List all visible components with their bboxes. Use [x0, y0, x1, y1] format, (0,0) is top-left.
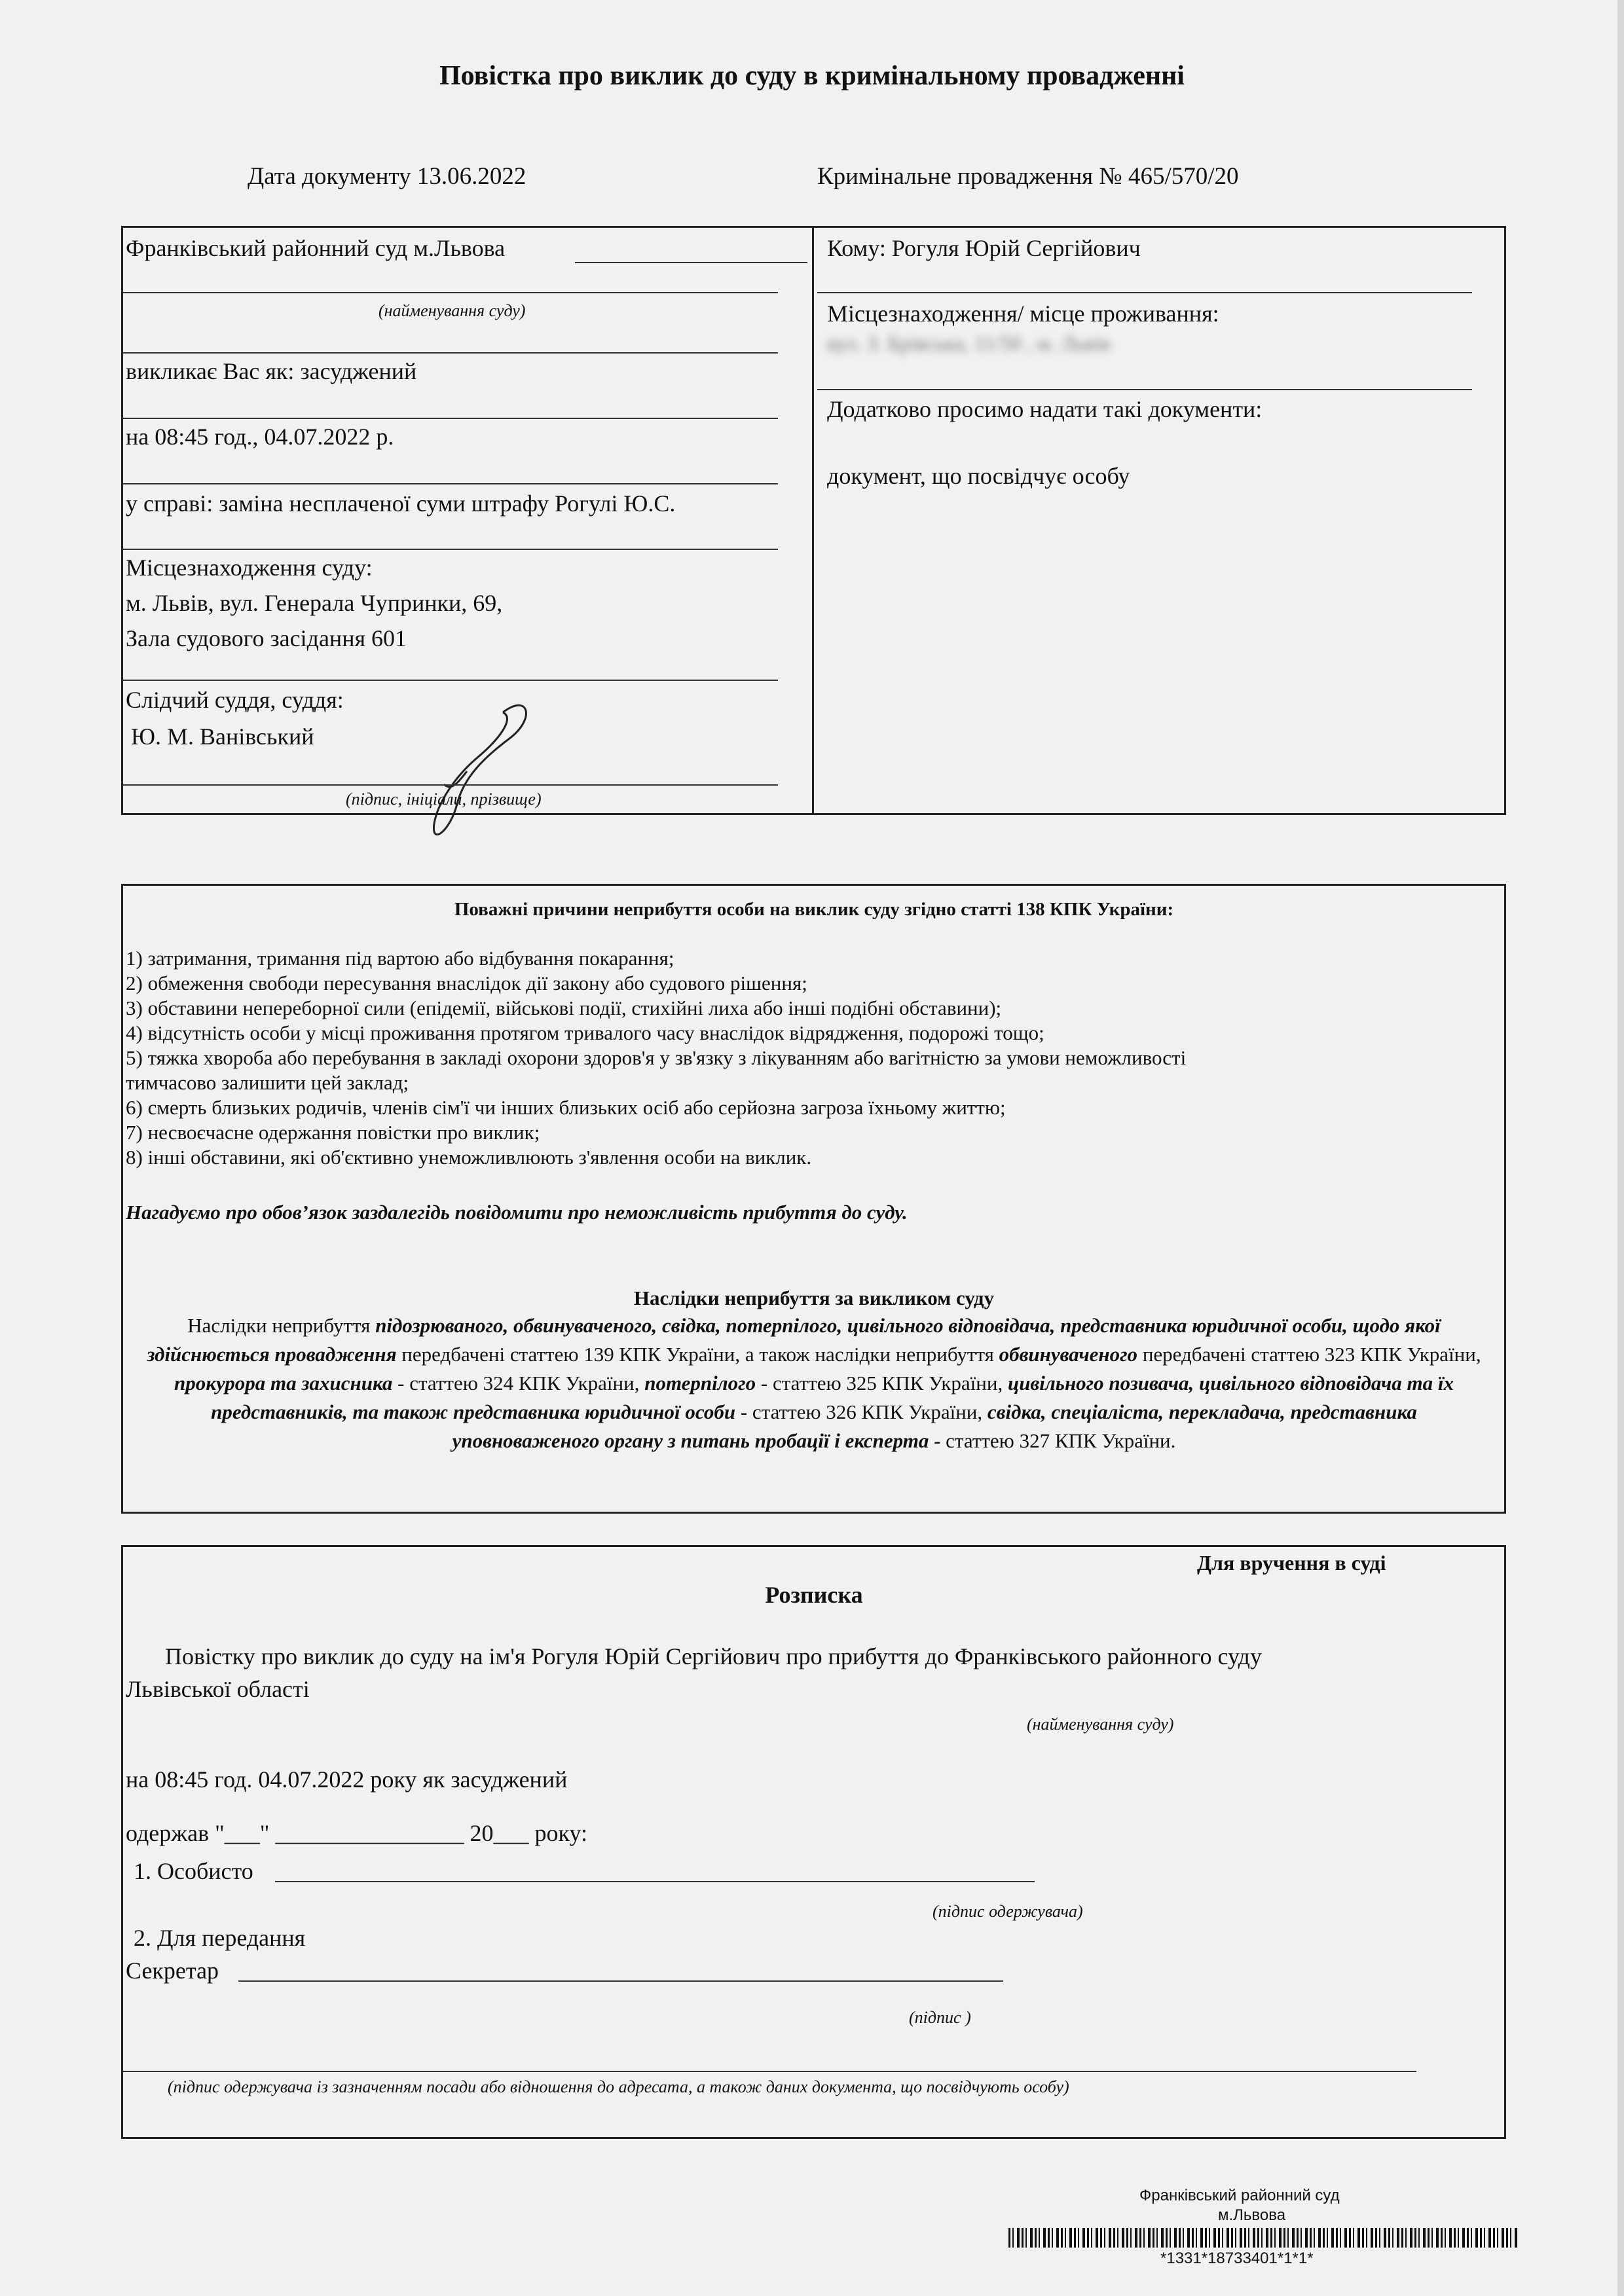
- reason-item: 5) тяжка хвороба або перебування в закладі охорони здоров'я у зв'язку з лікуванням або вагітністю за умови неможливості: [126, 1046, 1187, 1069]
- consequences-title: Наслідки неприбуття за викликом суду: [633, 1286, 995, 1309]
- transfer-label: 2. Для передання: [134, 1925, 306, 1951]
- secretary-caption: (підпис ): [909, 2008, 971, 2027]
- column-divider: [812, 228, 814, 814]
- court-caption: (найменування суду): [1027, 1715, 1174, 1734]
- receipt-title: Розписка: [765, 1582, 863, 1608]
- court-name: Франківський районний суд м.Львова: [126, 235, 506, 261]
- page-edge: [1617, 0, 1624, 2296]
- secretary-label: Секретар: [126, 1958, 219, 1984]
- judge-label: Слідчий суддя, суддя:: [126, 687, 344, 713]
- reason-item: тимчасово залишити цей заклад;: [126, 1071, 409, 1094]
- residence-value: вул. З. Брівська, 11/50 , м. Львів: [827, 331, 1111, 355]
- reason-item: 4) відсутність особи у місці проживання протягом тривалого часу внаслідок відрядження, подорожі тощо;: [126, 1021, 1044, 1044]
- reason-item: 1) затримання, тримання під вартою або відбування покарання;: [126, 947, 674, 970]
- summons-box: [121, 226, 1506, 815]
- receipt-line-2: Львівської області: [126, 1676, 310, 1702]
- judge-signature: [405, 693, 549, 856]
- court-name-caption: (найменування суду): [378, 301, 526, 320]
- reason-item: 2) обмеження свободи пересування внаслідок дії закону або судового рішення;: [126, 972, 807, 994]
- court-location-label: Місцезнаходження суду:: [126, 555, 373, 581]
- reason-item: 3) обставини непереборної сили (епідемії, військові події, стихійні лиха або інші подібні обставини);: [126, 996, 1002, 1019]
- document-title: Повістка про виклик до суду в кримінальному провадженні: [439, 61, 1185, 91]
- document-date: Дата документу 13.06.2022: [248, 163, 526, 190]
- judge-name: Ю. М. Ванівський: [131, 723, 314, 750]
- reason-item: 6) смерть близьких родичів, членів сім'ї чи інших близьких осіб або серйозна загроза їхньому життю;: [126, 1096, 1006, 1119]
- hearing-time: на 08:45 год., 04.07.2022 р.: [126, 424, 394, 450]
- documents-value: документ, що посвідчує особу: [827, 463, 1130, 489]
- reminder: Нагадуємо про обов’язок заздалегідь повідомити про неможливість прибуття до суду.: [126, 1201, 908, 1224]
- receipt-box: [121, 1545, 1506, 2139]
- receipt-time: на 08:45 год. 04.07.2022 року як засуджений: [126, 1766, 568, 1793]
- bottom-caption: (підпис одержувача із зазначенням посади або відношення до адресата, а також даних документа, що посвідчують особу): [168, 2077, 1069, 2096]
- case-number: Кримінальне провадження № 465/570/20: [817, 163, 1239, 190]
- residence-label: Місцезнаходження/ місце проживання:: [827, 301, 1219, 327]
- reasons-title: Поважні причини неприбуття особи на виклик суду згідно статті 138 КПК України:: [454, 899, 1174, 920]
- footer-court-line-1: Франківський районний суд: [1139, 2187, 1340, 2204]
- reason-item: 7) несвоєчасне одержання повістки про виклик;: [126, 1121, 540, 1144]
- documents-label: Додатково просимо надати такі документи:: [827, 396, 1263, 422]
- received-line: одержав "___" ________________ 20___ року:: [126, 1820, 588, 1846]
- reason-item: 8) інші обставини, які об'єктивно унеможливлюють з'явлення особи на виклик.: [126, 1146, 812, 1169]
- receipt-line-1: Повістку про виклик до суду на ім'я Рогуля Юрій Сергійович про прибуття до Франківського районного суду: [165, 1643, 1263, 1669]
- court-room: Зала судового засідання 601: [126, 625, 407, 651]
- barcode-text: *1331*18733401*1*1*: [1160, 2250, 1314, 2267]
- personal-label: 1. Особисто: [134, 1858, 253, 1884]
- reasons-box: [121, 884, 1506, 1514]
- court-location-address: м. Львів, вул. Генерала Чупринки, 69,: [126, 590, 503, 616]
- summoned-as: викликає Вас як: засуджений: [126, 358, 417, 384]
- footer-court-line-2: м.Львова: [1218, 2206, 1286, 2224]
- case-subject: у справі: заміна несплаченої суми штрафу Рогулі Ю.С.: [126, 490, 676, 517]
- signature-caption: (підпис, ініціали, прізвище): [346, 790, 542, 809]
- consequences-text: Наслідки неприбуття підозрюваного, обвинуваченого, свідка, потерпілого, цивільного відповідача, представника юридичної особи, щодо якої здійснюється провадження передбачені статтею 139 КПК України, а також наслідки неприбуття обвинуваченого передбачені статтею 323 КПК України, прокурора та захисника - статтею 324 КПК України, потерпілого - статтею 325 КПК України, цивільного позивача, цивільного відповідача та їх представників, та також представника юридичної особи - статтею 326 КПК України, свідка, спеціаліста, перекладача, представника уповноваженого органу з питань пробації і експерта - статтею 327 КПК України.: [147, 1314, 1481, 1452]
- barcode: [1008, 2228, 1519, 2248]
- personal-caption: (підпис одержувача): [932, 1902, 1083, 1921]
- for-court-label: Для вручення в суді: [1197, 1551, 1386, 1575]
- recipient: Кому: Рогуля Юрій Сергійович: [827, 235, 1141, 261]
